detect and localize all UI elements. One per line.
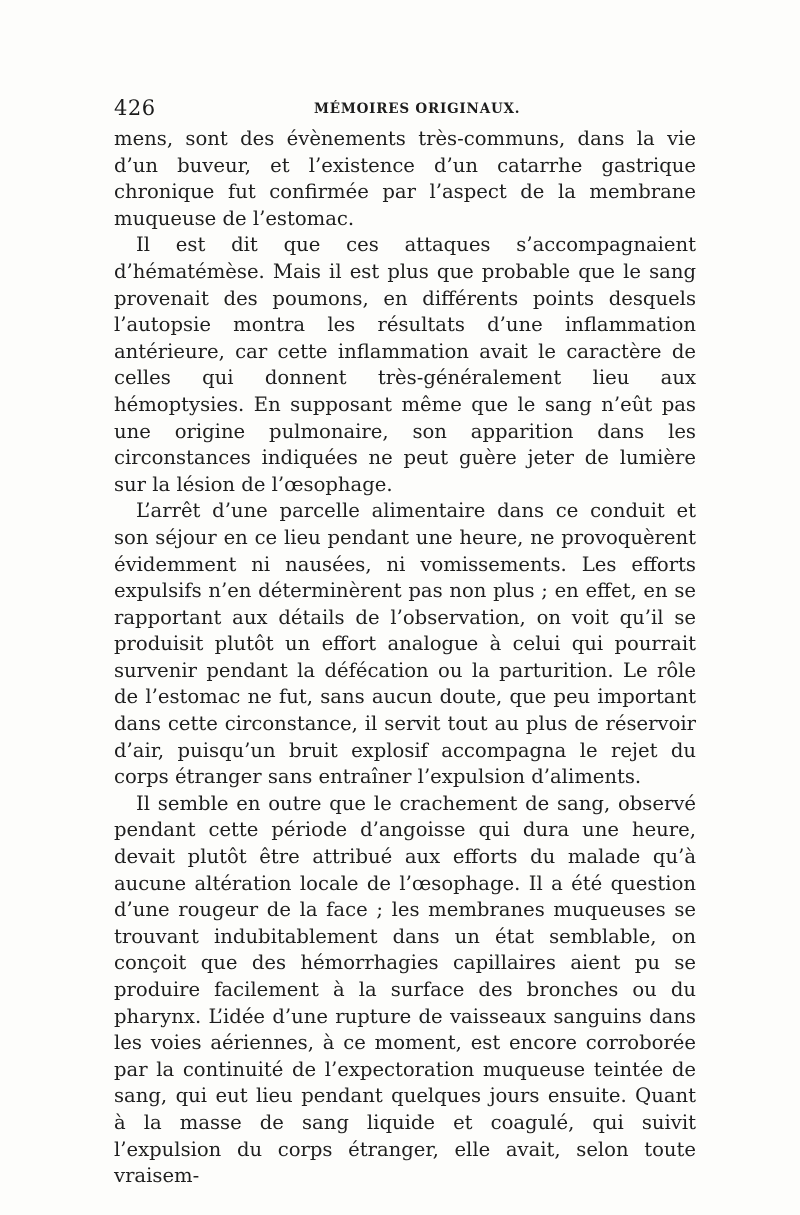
running-title: MÉMOIRES ORIGINAUX. xyxy=(314,101,521,117)
paragraph-food-arrest: L’arrêt d’une parcelle alimentaire dans ce conduit et son séjour en ce lieu pendant une heure, ne provoquèrent évidemment ni nausées, ni vomissements. Les efforts expulsifs n’en déterminèrent pas non plus ; en effet, en se rapportant aux détails de l’observation, on voit qu’il se produisit plutôt un effort analogue à celui qui pourrait survenir pendant la défécation ou la parturition. Le rôle de l’estomac ne fut, sans aucun doute, que peu important dans cette circonstance, il servit tout au plus de réservoir d’air, puisqu’un bruit explosif accompagna le rejet du corps étranger sans entraîner l’expulsion d’aliments. xyxy=(114,499,696,789)
page-number: 426 xyxy=(114,96,156,120)
paragraph-blood-spitting: Il semble en outre que le crachement de sang, observé pendant cette période d’angoisse qui dura une heure, devait plutôt être attribué aux efforts du malade qu’à aucune altération locale de l’œsophage. Il a été question d’une rougeur de la face ; les membranes muqueuses se trouvant indubitablement dans un état semblable, on conçoit que des hémorrhagies capillaires aient pu se produire facilement à la surface des bronches ou du pharynx. L’idée d’une rupture de vaisseaux sanguins dans les voies aériennes, à ce moment, est encore corroborée par la continuité de l’expectoration muqueuse teintée de sang, qui eut lieu pendant quelques jours ensuite. Quant à la masse de sang liquide et coagulé, qui suivit l’expulsion du corps étranger, elle avait, selon toute vraisem- xyxy=(114,791,696,1188)
body-text xyxy=(114,126,696,1190)
paragraph-hematemesis: Il est dit que ces attaques s’accompagnaient d’hématémèse. Mais il est plus que probable que le sang provenait des poumons, en différents points desquels l’autopsie montra les résultats d’une inflammation antérieure, car cette inflammation avait le caractère de celles qui donnent très-généralement lieu aux hémoptysies. En supposant même que le sang n’eût pas une origine pulmonaire, son apparition dans les circonstances indiquées ne peut guère jeter de lumière sur la lésion de l’œsophage. xyxy=(114,233,696,496)
page-header xyxy=(114,96,698,124)
paragraph-continuation: mens, sont des évènements très-communs, dans la vie d’un buveur, et l’existence d’un catarrhe gastrique chronique fut confirmée par l’aspect de la membrane muqueuse de l’estomac. xyxy=(114,127,696,230)
